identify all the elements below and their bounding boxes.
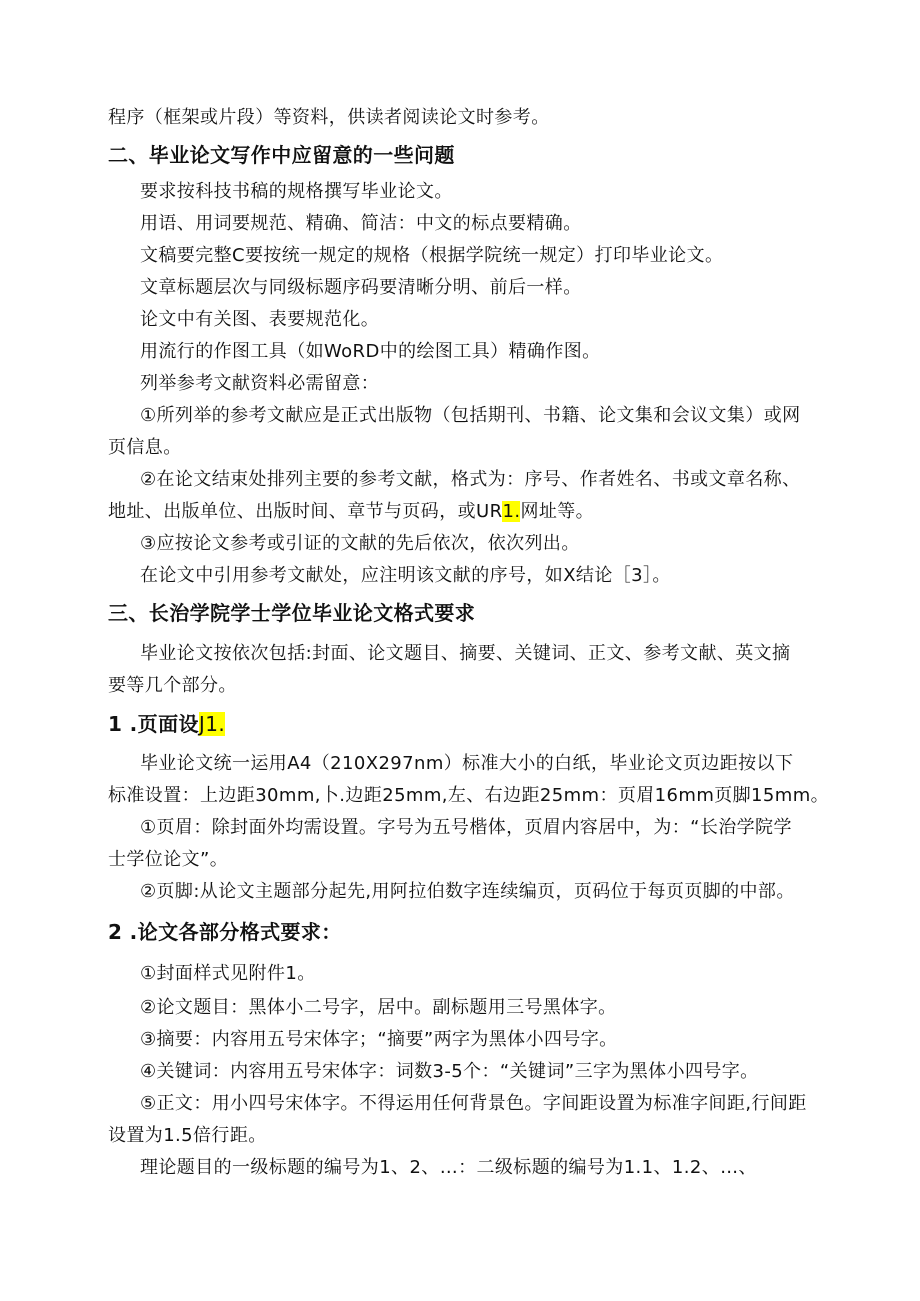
section-heading: 三、长治学院学士学位毕业论文格式要求 [108,601,476,625]
body-line: 页信息。 [108,437,182,458]
highlighted-text: 1. [502,501,521,522]
body-line: 列举参考文献资料必需留意： [140,373,380,394]
body-text: 地址、出版单位、出版时间、章节与页码，或UR [108,501,503,522]
subsection-heading: 2 .论文各部分格式要求： [108,920,342,944]
subsection-heading [108,712,225,736]
body-line: ②在论文结束处排列主要的参考文献，格式为：序号、作者姓名、书或文章名称、 [140,469,801,490]
body-line: ③应按论文参考或引证的文献的先后依次，依次列出。 [140,533,580,554]
body-line: 要等几个部分。 [108,675,237,696]
body-line: 论文中有关图、表要规范化。 [140,309,380,330]
body-line: ⑤正文：用小四号宋体字。不得运用任何背景色。字间距设置为标准字间距,行间距 [140,1093,807,1114]
highlighted-text: J1. [198,712,226,736]
body-line: 设置为1.5倍行距。 [108,1125,267,1146]
section-heading: 二、毕业论文写作中应留意的一些问题 [108,143,455,167]
body-line: ②论文题目：黑体小二号字，居中。副标题用三号黑体字。 [140,997,617,1018]
body-line: 程序（框架或片段）等资料，供读者阅读论文时参考。 [108,107,550,128]
body-line: ③摘要：内容用五号宋体字；“摘要”两字为黑体小四号字。 [140,1029,618,1050]
body-line: 士学位论文”。 [108,849,229,870]
body-line: ①所列举的参考文献应是正式出版物（包括期刊、书籍、论文集和会议文集）或网 [140,405,801,426]
body-line: ①封面样式见附件1。 [140,963,316,984]
body-line: 标准设置：上边距30mm,卜.边距25mm,左、右边距25mm：页眉16mm页脚15mm。 [108,785,830,806]
body-line: ①页眉：除封面外均需设置。字号为五号楷体，页眉内容居中，为：“长治学院学 [140,817,792,838]
body-line: ④关键词：内容用五号宋体字：词数3-5个：“关键词”三字为黑体小四号字。 [140,1061,759,1082]
body-line: 要求按科技书稿的规格撰写毕业论文。 [140,181,453,202]
body-line: 文章标题层次与同级标题序码要清晰分明、前后一样。 [140,277,582,298]
body-line: 毕业论文按依次包括:封面、论文题目、摘要、关键词、正文、参考文献、英文摘 [140,643,791,664]
body-line: 用流行的作图工具（如WoRD中的绘图工具）精确作图。 [140,341,601,362]
body-line: 理论题目的一级标题的编号为1、2、…：二级标题的编号为1.1、1.2、…、 [140,1157,757,1178]
body-line: 文稿要完整C要按统一规定的规格（根据学院统一规定）打印毕业论文。 [140,245,724,266]
body-text: 网址等。 [520,501,595,522]
body-line: 在论文中引用参考文献处，应注明该文献的序号，如X结论［3］。 [140,565,671,586]
heading-text: 1 .页面设 [108,712,199,736]
body-line: 毕业论文统一运用A4（210X297nm）标准大小的白纸，毕业论文页边距按以下 [140,753,794,774]
body-line [108,500,594,524]
body-line: ②页脚:从论文主题部分起先,用阿拉伯数字连续编页，页码位于每页页脚的中部。 [140,881,795,902]
body-line: 用语、用词要规范、精确、简洁：中文的标点要精确。 [140,213,582,234]
